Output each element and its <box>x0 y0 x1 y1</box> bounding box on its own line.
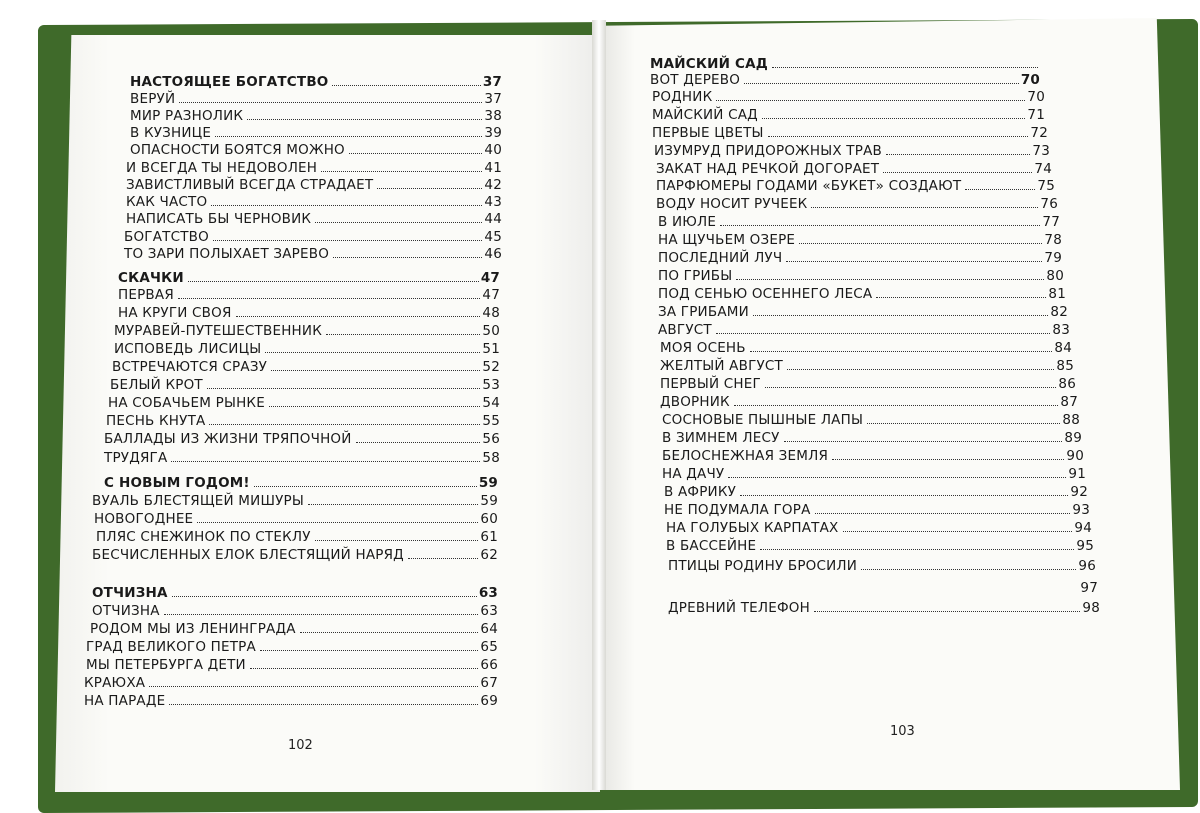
toc-entry <box>124 242 502 262</box>
toc-entry-page: 74 <box>1034 161 1052 177</box>
toc-entry-page: 44 <box>484 211 502 227</box>
dot-leader <box>861 569 1076 570</box>
dot-leader <box>377 188 482 189</box>
toc-entry-page: 47 <box>482 287 500 303</box>
dot-leader <box>315 222 482 223</box>
dot-leader <box>814 611 1080 612</box>
toc-entry-title: СКАЧКИ <box>118 270 184 286</box>
dot-leader <box>720 225 1040 226</box>
toc-entry-page: 54 <box>482 395 500 411</box>
dot-leader <box>832 459 1064 460</box>
toc-entry-page: 83 <box>1052 322 1070 338</box>
toc-entry <box>658 264 1064 284</box>
toc-entry-page: 79 <box>1044 250 1062 266</box>
dot-leader <box>197 522 478 523</box>
dot-leader <box>236 316 481 317</box>
toc-entry-title: ВСТРЕЧАЮТСЯ СРАЗУ <box>112 359 268 375</box>
toc-entry <box>660 372 1076 392</box>
toc-entry-page: 72 <box>1030 125 1048 141</box>
toc-entry-title: НА КРУГИ СВОЯ <box>118 305 232 321</box>
toc-entry-page: 96 <box>1078 558 1096 574</box>
dot-leader <box>883 172 1032 173</box>
toc-entry <box>656 174 1055 194</box>
toc-entry-title: В ЗИМНЕМ ЛЕСУ <box>662 430 780 446</box>
toc-entry <box>658 282 1066 302</box>
dot-leader <box>356 442 481 443</box>
toc-entry <box>118 301 500 321</box>
dot-leader <box>254 486 477 487</box>
toc-entry-title: ВУАЛЬ БЛЕСТЯЩЕЙ МИШУРЫ <box>92 493 304 509</box>
toc-entry-title: ДВОРНИК <box>660 394 730 410</box>
toc-entry-title: МОЯ ОСЕНЬ <box>660 340 746 356</box>
toc-entry-title: ДРЕВНИЙ ТЕЛЕФОН <box>668 600 810 616</box>
dot-leader <box>843 531 1073 532</box>
dot-leader <box>178 298 481 299</box>
toc-entry-title: ИЗУМРУД ПРИДОРОЖНЫХ ТРАВ <box>654 143 882 159</box>
dot-leader <box>716 333 1051 334</box>
dot-leader <box>265 352 480 353</box>
toc-entry-title: СОСНОВЫЕ ПЫШНЫЕ ЛАПЫ <box>662 412 864 428</box>
toc-entry-page: 61 <box>480 529 498 545</box>
toc-entry-page: 89 <box>1064 430 1082 446</box>
toc-entry <box>104 427 500 447</box>
toc-entry-page: 94 <box>1074 520 1092 536</box>
dot-leader <box>876 297 1046 298</box>
toc-entry-page: 70 <box>1020 72 1040 88</box>
toc-entry-page: 84 <box>1054 340 1072 356</box>
toc-entry-title: МИР РАЗНОЛИК <box>130 108 244 124</box>
dot-leader <box>209 424 480 425</box>
toc-entry-page: 98 <box>1082 600 1100 616</box>
book-gutter <box>592 20 606 790</box>
toc-entry-title: НА ГОЛУБЫХ КАРПАТАХ <box>666 520 839 536</box>
toc-entry-page: 50 <box>482 323 500 339</box>
toc-entry-page: 86 <box>1058 376 1076 392</box>
dot-leader <box>207 388 481 389</box>
toc-entry <box>84 689 498 709</box>
dot-leader <box>886 154 1030 155</box>
dot-leader <box>260 650 478 651</box>
toc-entry-page: 56 <box>482 431 500 447</box>
toc-entry-page: 81 <box>1048 286 1066 302</box>
dot-leader <box>753 315 1049 316</box>
toc-entry <box>664 480 1088 500</box>
toc-entry-page: 63 <box>478 585 498 601</box>
toc-entry-title: ВОТ ДЕРЕВО <box>650 72 741 88</box>
toc-entry <box>662 408 1080 428</box>
dot-leader <box>768 136 1029 137</box>
dot-leader <box>744 83 1019 84</box>
toc-entry-page: 48 <box>482 305 500 321</box>
toc-entry-page: 78 <box>1044 232 1062 248</box>
dot-leader <box>750 351 1053 352</box>
toc-entry <box>668 554 1096 574</box>
toc-entry-title: С НОВЫМ ГОДОМ! <box>104 475 250 491</box>
dot-leader <box>188 281 479 282</box>
toc-entry-title: МАЙСКИЙ САД <box>650 56 768 72</box>
toc-entry-page: 66 <box>480 657 498 673</box>
toc-entry <box>664 498 1090 518</box>
toc-entry-page: 63 <box>480 603 498 619</box>
toc-entry-page: 88 <box>1062 412 1080 428</box>
dot-leader <box>315 540 479 541</box>
toc-entry-page: 67 <box>480 675 498 691</box>
toc-entry-title: ЖЕЛТЫЙ АВГУСТ <box>660 358 783 374</box>
left-page-number: 102 <box>288 738 313 753</box>
toc-entry <box>90 617 498 637</box>
toc-entry <box>658 318 1070 338</box>
toc-entry-page: 73 <box>1032 143 1050 159</box>
dot-leader <box>734 405 1059 406</box>
toc-entry <box>652 121 1048 141</box>
toc-entry-page: 69 <box>480 693 498 709</box>
toc-entry-title: ТРУДЯГА <box>104 450 168 466</box>
toc-entry <box>668 576 1098 596</box>
toc-entry <box>668 596 1100 616</box>
toc-entry-title: НАСТОЯЩЕЕ БОГАТСТВО <box>130 74 329 90</box>
toc-entry-title: ПЕРВЫЕ ЦВЕТЫ <box>652 125 764 141</box>
right-page-number: 103 <box>890 724 915 739</box>
dot-leader <box>333 257 482 258</box>
dot-leader <box>786 261 1042 262</box>
toc-entry <box>652 103 1045 123</box>
toc-entry-title: РОДОМ МЫ ИЗ ЛЕНИНГРАДА <box>90 621 296 637</box>
toc-entry-page: 59 <box>480 493 498 509</box>
toc-entry-title: КРАЮХА <box>84 675 146 691</box>
toc-entry <box>654 139 1050 159</box>
dot-leader <box>760 549 1074 550</box>
dot-leader <box>332 85 480 86</box>
toc-entry-page: 76 <box>1040 196 1058 212</box>
toc-section-heading <box>104 471 498 491</box>
toc-entry <box>86 635 498 655</box>
dot-leader <box>965 189 1035 190</box>
toc-entry-title: НА СОБАЧЬЕМ РЫНКЕ <box>108 395 265 411</box>
toc-entry-page: 93 <box>1072 502 1090 518</box>
dot-leader <box>728 477 1066 478</box>
toc-entry-title: ЗА ГРИБАМИ <box>658 304 749 320</box>
toc-entry <box>662 462 1086 482</box>
toc-entry-page: 51 <box>482 341 500 357</box>
toc-entry-page: 41 <box>484 160 502 176</box>
toc-entry-title: КАК ЧАСТО <box>126 194 208 210</box>
toc-entry-title: БАЛЛАДЫ ИЗ ЖИЗНИ ТРЯПОЧНОЙ <box>104 431 352 447</box>
toc-entry-page: 97 <box>1080 580 1098 596</box>
toc-entry-page: 45 <box>484 229 502 245</box>
dot-leader <box>169 704 478 705</box>
toc-entry-title: МАЙСКИЙ САД <box>652 107 758 123</box>
toc-entry <box>108 391 500 411</box>
toc-entry-title: ПЕСНЬ КНУТА <box>106 413 206 429</box>
toc-entry-page: 71 <box>1027 107 1045 123</box>
dot-leader <box>179 102 482 103</box>
dot-leader <box>308 504 478 505</box>
toc-entry-page: 37 <box>482 74 502 90</box>
toc-entry-page: 42 <box>484 177 502 193</box>
toc-entry-title: БЕЛЫЙ КРОТ <box>110 377 203 393</box>
toc-entry-page: 53 <box>482 377 500 393</box>
toc-entry-title: ЗАКАТ НАД РЕЧКОЙ ДОГОРАЕТ <box>656 161 880 177</box>
toc-entry <box>652 85 1045 105</box>
dot-leader <box>815 513 1071 514</box>
dot-leader <box>149 686 478 687</box>
toc-entry-title: НОВОГОДНЕЕ <box>94 511 194 527</box>
toc-entry-title: НА ПАРАДЕ <box>84 693 166 709</box>
dot-leader <box>300 632 479 633</box>
toc-entry-page: 38 <box>484 108 502 124</box>
toc-entry-title: ПО ГРИБЫ <box>658 268 733 284</box>
toc-entry-page: 62 <box>480 547 498 563</box>
toc-entry-title: АВГУСТ <box>658 322 712 338</box>
toc-entry-title: ИСПОВЕДЬ ЛИСИЦЫ <box>114 341 262 357</box>
toc-entry-title: МУРАВЕЙ-ПУТЕШЕСТВЕННИК <box>114 323 322 339</box>
toc-entry-page: 95 <box>1076 538 1094 554</box>
toc-entry <box>86 653 498 673</box>
toc-entry <box>656 192 1058 212</box>
dot-leader <box>867 423 1060 424</box>
toc-entry-title: НАПИСАТЬ БЫ ЧЕРНОВИК <box>126 211 312 227</box>
toc-entry <box>658 228 1062 248</box>
toc-entry <box>92 489 498 509</box>
dot-leader <box>765 387 1056 388</box>
toc-entry <box>126 207 502 227</box>
toc-entry-title: ГРАД ВЕЛИКОГО ПЕТРА <box>86 639 256 655</box>
toc-entry-title: ТО ЗАРИ ПОЛЫХАЕТ ЗАРЕВО <box>124 246 330 262</box>
toc-entry-title: И ВСЕГДА ТЫ НЕДОВОЛЕН <box>126 160 318 176</box>
toc-entry-title: ПАРФЮМЕРЫ ГОДАМИ «БУКЕТ» СОЗДАЮТ <box>656 178 962 194</box>
toc-entry-title: ПЕРВЫЙ СНЕГ <box>660 376 761 392</box>
toc-entry-title: НЕ ПОДУМАЛА ГОРА <box>664 502 811 518</box>
dot-leader <box>321 171 482 172</box>
toc-entry-page: 80 <box>1046 268 1064 284</box>
toc-entry-title: БЕСЧИСЛЕННЫХ ЕЛОК БЛЕСТЯЩИЙ НАРЯД <box>92 547 404 563</box>
toc-entry-page: 46 <box>484 246 502 262</box>
toc-entry <box>660 336 1072 356</box>
toc-entry-title: ПОСЛЕДНИЙ ЛУЧ <box>658 250 783 266</box>
toc-entry-page: 77 <box>1042 214 1060 230</box>
dot-leader <box>408 558 478 559</box>
toc-entry-page: 47 <box>480 270 500 286</box>
toc-entry <box>660 354 1074 374</box>
toc-entry-title: ВЕРУЙ <box>130 91 176 107</box>
toc-entry <box>84 671 498 691</box>
toc-entry <box>662 444 1084 464</box>
dot-leader <box>784 441 1063 442</box>
toc-entry-page: 82 <box>1050 304 1068 320</box>
toc-entry <box>96 525 498 545</box>
toc-entry <box>662 426 1082 446</box>
toc-entry <box>114 319 500 339</box>
toc-entry <box>92 599 498 619</box>
toc-entry-page: 39 <box>484 125 502 141</box>
toc-entry-title: В КУЗНИЦЕ <box>130 125 212 141</box>
dot-leader <box>215 136 482 137</box>
toc-entry-page: 91 <box>1068 466 1086 482</box>
toc-entry-page: 40 <box>484 142 502 158</box>
toc-entry <box>130 138 502 158</box>
toc-entry <box>112 355 500 375</box>
toc-entry-page: 64 <box>480 621 498 637</box>
toc-entry-title: ПТИЦЫ РОДИНУ БРОСИЛИ <box>668 558 858 574</box>
toc-entry <box>660 390 1078 410</box>
dot-leader <box>740 495 1068 496</box>
dot-leader <box>271 370 480 371</box>
toc-entry-title: ОТЧИЗНА <box>92 603 160 619</box>
dot-leader <box>716 100 1025 101</box>
toc-entry-title: БЕЛОСНЕЖНАЯ ЗЕМЛЯ <box>662 448 829 464</box>
dot-leader <box>211 205 482 206</box>
toc-entry-page: 87 <box>1060 394 1078 410</box>
toc-entry-title: ОПАСНОСТИ БОЯТСЯ МОЖНО <box>130 142 345 158</box>
toc-entry-title: ПЕРВАЯ <box>118 287 174 303</box>
toc-section-heading <box>92 581 498 601</box>
toc-entry-title: ВОДУ НОСИТ РУЧЕЕК <box>656 196 808 212</box>
toc-entry-page: 58 <box>482 450 500 466</box>
toc-entry-title: БОГАТСТВО <box>124 229 209 245</box>
toc-entry <box>658 300 1068 320</box>
toc-entry <box>92 543 498 563</box>
dot-leader <box>787 369 1054 370</box>
toc-entry <box>94 507 498 527</box>
toc-entry-title: ОТЧИЗНА <box>92 585 168 601</box>
toc-entry-title: НА ДАЧУ <box>662 466 725 482</box>
toc-entry-page: 55 <box>482 413 500 429</box>
toc-entry <box>106 409 500 429</box>
toc-entry-title: В АФРИКУ <box>664 484 737 500</box>
dot-leader <box>172 596 477 597</box>
dot-leader <box>213 240 482 241</box>
dot-leader <box>250 668 479 669</box>
toc-entry-page: 43 <box>484 194 502 210</box>
toc-entry-page: 92 <box>1070 484 1088 500</box>
toc-entry-title: РОДНИК <box>652 89 713 105</box>
dot-leader <box>164 614 479 615</box>
toc-entry <box>104 446 500 466</box>
toc-entry-page: 59 <box>478 475 498 491</box>
toc-entry <box>118 283 500 303</box>
toc-entry-page: 65 <box>480 639 498 655</box>
toc-entry-page: 85 <box>1056 358 1074 374</box>
toc-entry-title: В БАССЕЙНЕ <box>666 538 757 554</box>
toc-entry-page: 70 <box>1027 89 1045 105</box>
toc-entry-title: В ИЮЛЕ <box>658 214 717 230</box>
dot-leader <box>326 334 480 335</box>
toc-entry-title: МЫ ПЕТЕРБУРГА ДЕТИ <box>86 657 246 673</box>
toc-entry <box>110 373 500 393</box>
toc-entry-title: ПЛЯС СНЕЖИНОК ПО СТЕКЛУ <box>96 529 311 545</box>
toc-entry-page: 60 <box>480 511 498 527</box>
toc-entry <box>666 516 1092 536</box>
dot-leader <box>762 118 1026 119</box>
dot-leader <box>349 153 483 154</box>
dot-leader <box>811 207 1038 208</box>
toc-entry-page: 52 <box>482 359 500 375</box>
toc-entry <box>658 246 1062 266</box>
dot-leader <box>736 279 1044 280</box>
dot-leader <box>247 119 482 120</box>
toc-entry-title: НА ЩУЧЬЕМ ОЗЕРЕ <box>658 232 796 248</box>
toc-entry <box>666 534 1094 554</box>
toc-entry-page: 37 <box>484 91 502 107</box>
toc-entry <box>114 337 500 357</box>
toc-entry-title: ПОД СЕНЬЮ ОСЕННЕГО ЛЕСА <box>658 286 873 302</box>
dot-leader <box>799 243 1042 244</box>
dot-leader <box>269 406 480 407</box>
toc-entry-page: 90 <box>1066 448 1084 464</box>
toc-entry <box>658 210 1060 230</box>
toc-entry-title: ЗАВИСТЛИВЫЙ ВСЕГДА СТРАДАЕТ <box>126 177 374 193</box>
toc-entry-page: 75 <box>1037 178 1055 194</box>
dot-leader <box>171 461 480 462</box>
